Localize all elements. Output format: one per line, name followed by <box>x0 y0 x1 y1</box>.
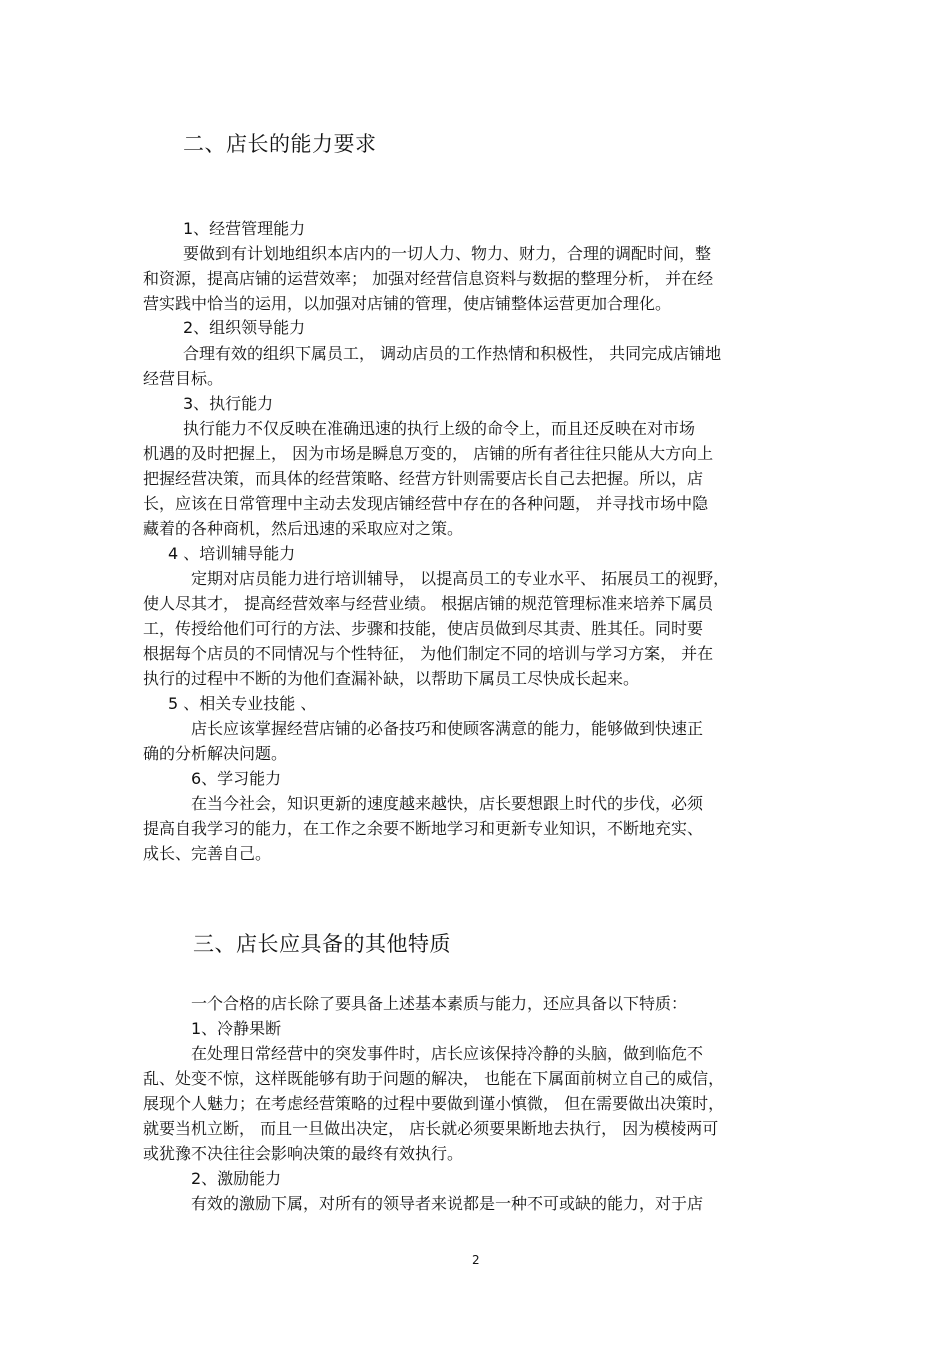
body-line: 店长应该掌握经营店铺的必备技巧和使顾客满意的能力，能够做到快速正 <box>191 719 704 738</box>
body-line: 定期对店员能力进行培训辅导， 以提高员工的专业水平、 拓展员工的视野， <box>191 569 730 588</box>
body-line: 营实践中恰当的运用，以加强对店铺的管理，使店铺整体运营更加合理化。 <box>143 294 672 313</box>
section-heading-other-traits: 三、店长应具备的其他特质 <box>193 932 451 956</box>
item-title: 3、执行能力 <box>183 394 274 413</box>
section-heading-abilities: 二、店长的能力要求 <box>183 132 377 156</box>
body-line: 成长、完善自己。 <box>143 844 272 863</box>
body-line: 或犹豫不决往往会影响决策的最终有效执行。 <box>143 1144 464 1163</box>
body-line: 合理有效的组织下属员工， 调动店员的工作热情和积极性， 共同完成店铺地 <box>183 344 722 363</box>
body-line: 机遇的及时把握上， 因为市场是瞬息万变的， 店铺的所有者往往只能从大方向上 <box>143 444 714 463</box>
body-line: 经营目标。 <box>143 369 224 388</box>
item-title: 5 、相关专业技能 、 <box>168 694 317 713</box>
body-line: 把握经营决策，而具体的经营策略、经营方针则需要店长自己去把握。所以，店 <box>143 469 704 488</box>
body-line: 在当今社会，知识更新的速度越来越快，店长要想跟上时代的步伐，必须 <box>191 794 704 813</box>
body-line: 执行的过程中不断的为他们查漏补缺，以帮助下属员工尽快成长起来。 <box>143 669 640 688</box>
body-line: 提高自我学习的能力，在工作之余要不断地学习和更新专业知识，不断地充实、 <box>143 819 704 838</box>
body-line: 在处理日常经营中的突发事件时，店长应该保持冷静的头脑，做到临危不 <box>191 1044 704 1063</box>
body-line: 要做到有计划地组织本店内的一切人力、物力、财力，合理的调配时间，整 <box>183 244 712 263</box>
item-title: 6、学习能力 <box>191 769 282 788</box>
body-line: 有效的激励下属，对所有的领导者来说都是一种不可或缺的能力，对于店 <box>191 1194 704 1213</box>
item-title: 2、激励能力 <box>191 1169 282 1188</box>
item-title: 1、经营管理能力 <box>183 219 306 238</box>
body-line: 工，传授给他们可行的方法、步骤和技能，使店员做到尽其责、胜其任。同时要 <box>143 619 704 638</box>
body-line: 长，应该在日常管理中主动去发现店铺经营中存在的各种问题， 并寻找市场中隐 <box>143 494 709 513</box>
body-line: 和资源，提高店铺的运营效率； 加强对经营信息资料与数据的整理分析， 并在经 <box>143 269 714 288</box>
body-line: 根据每个店员的不同情况与个性特征， 为他们制定不同的培训与学习方案， 并在 <box>143 644 714 663</box>
body-line: 使人尽其才， 提高经营效率与经营业绩。 根据店铺的规范管理标准来培养下属员 <box>143 594 714 613</box>
item-title: 1、冷静果断 <box>191 1019 282 1038</box>
body-line: 执行能力不仅反映在准确迅速的执行上级的命令上，而且还反映在对市场 <box>183 419 696 438</box>
body-line: 藏着的各种商机，然后迅速的采取应对之策。 <box>143 519 464 538</box>
body-line: 乱、处变不惊，这样既能够有助于问题的解决， 也能在下属面前树立自己的威信， <box>143 1069 725 1088</box>
intro-line: 一个合格的店长除了要具备上述基本素质与能力，还应具备以下特质： <box>191 994 688 1013</box>
body-line: 就要当机立断， 而且一旦做出决定， 店长就必须要果断地去执行， 因为模棱两可 <box>143 1119 719 1138</box>
body-line: 展现个人魅力；在考虑经营策略的过程中要做到谨小慎微， 但在需要做出决策时， <box>143 1094 725 1113</box>
page-number: 2 <box>472 1253 480 1267</box>
item-title: 2、组织领导能力 <box>183 318 306 337</box>
item-title: 4 、培训辅导能力 <box>168 544 296 563</box>
body-line: 确的分析解决问题。 <box>143 744 288 763</box>
